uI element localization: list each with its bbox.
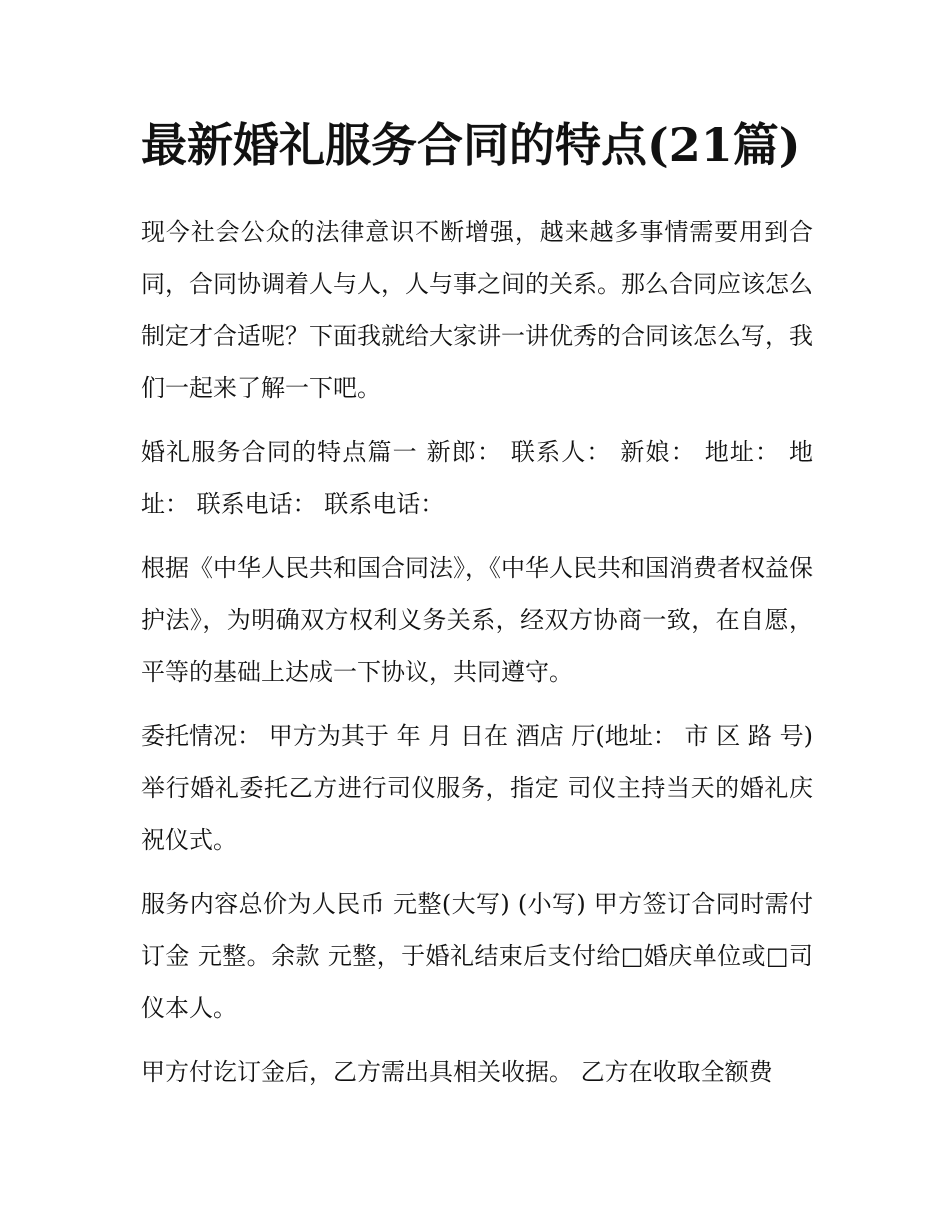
paragraph-price: 服务内容总价为人民币 元整(大写) (小写) 甲方签订合同时需付订金 元整。余款 元整，于婚礼结束后支付给□婚庆单位或□司仪本人。 bbox=[141, 890, 813, 1022]
paragraph-legal-basis: 根据《中华人民共和国合同法》，《中华人民共和国消费者权益保护法》，为明确双方权利义务关系，经双方协商一致，在自愿，平等的基础上达成一下协议，共同遵守。 bbox=[141, 554, 813, 686]
paragraph-intro: 现今社会公众的法律意识不断增强，越来越多事情需要用到合同，合同协调着人与人，人与事之间的关系。那么合同应该怎么制定才合适呢？下面我就给大家讲一讲优秀的合同该怎么写，我们一起来了解一下吧。 bbox=[141, 218, 813, 402]
document-page bbox=[141, 112, 813, 1098]
paragraph-deposit: 甲方付讫订金后，乙方需出具相关收据。 乙方在收取全额费 bbox=[141, 1058, 773, 1086]
paragraph-commission: 委托情况： 甲方为其于 年 月 日在 酒店 厅(地址： 市 区 路 号)举行婚礼委托乙方进行司仪服务，指定 司仪主持当天的婚礼庆祝仪式。 bbox=[141, 722, 813, 854]
paragraph-parties: 婚礼服务合同的特点篇一 新郎： 联系人： 新娘： 地址： 地址： 联系电话： 联系电话： bbox=[141, 438, 813, 518]
document-title: 最新婚礼服务合同的特点(21篇) bbox=[141, 118, 801, 172]
